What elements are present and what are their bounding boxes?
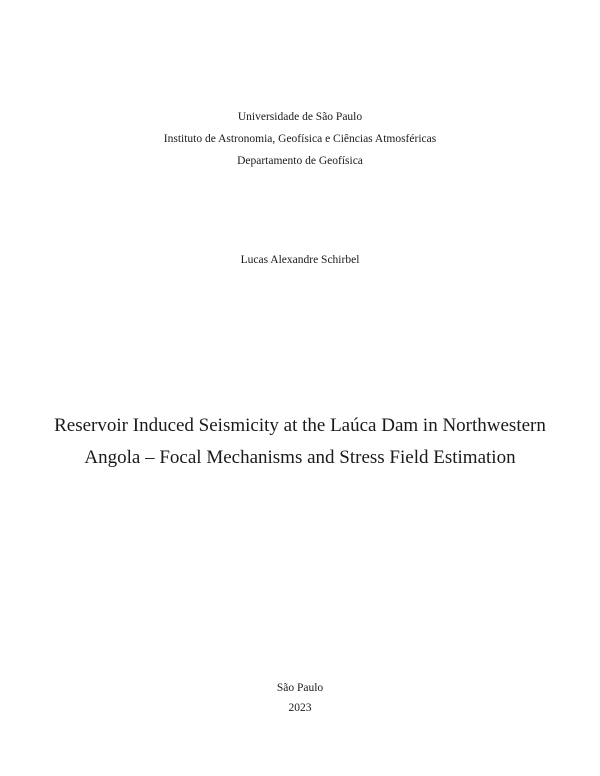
place: São Paulo [276, 682, 324, 694]
author-name: Lucas Alexandre Schirbel [240, 254, 360, 266]
university-name: Universidade de São Paulo [237, 111, 363, 123]
thesis-title-line-1: Reservoir Induced Seismicity at the Laúca Dam in Northwestern [54, 415, 546, 436]
department-name: Departamento de Geofísica [237, 155, 363, 167]
year: 2023 [288, 702, 312, 714]
thesis-title-line-2: Angola – Focal Mechanisms and Stress Field Estimation [84, 447, 516, 468]
institute-name: Instituto de Astronomia, Geofísica e Ciências Atmosféricas [163, 133, 437, 145]
